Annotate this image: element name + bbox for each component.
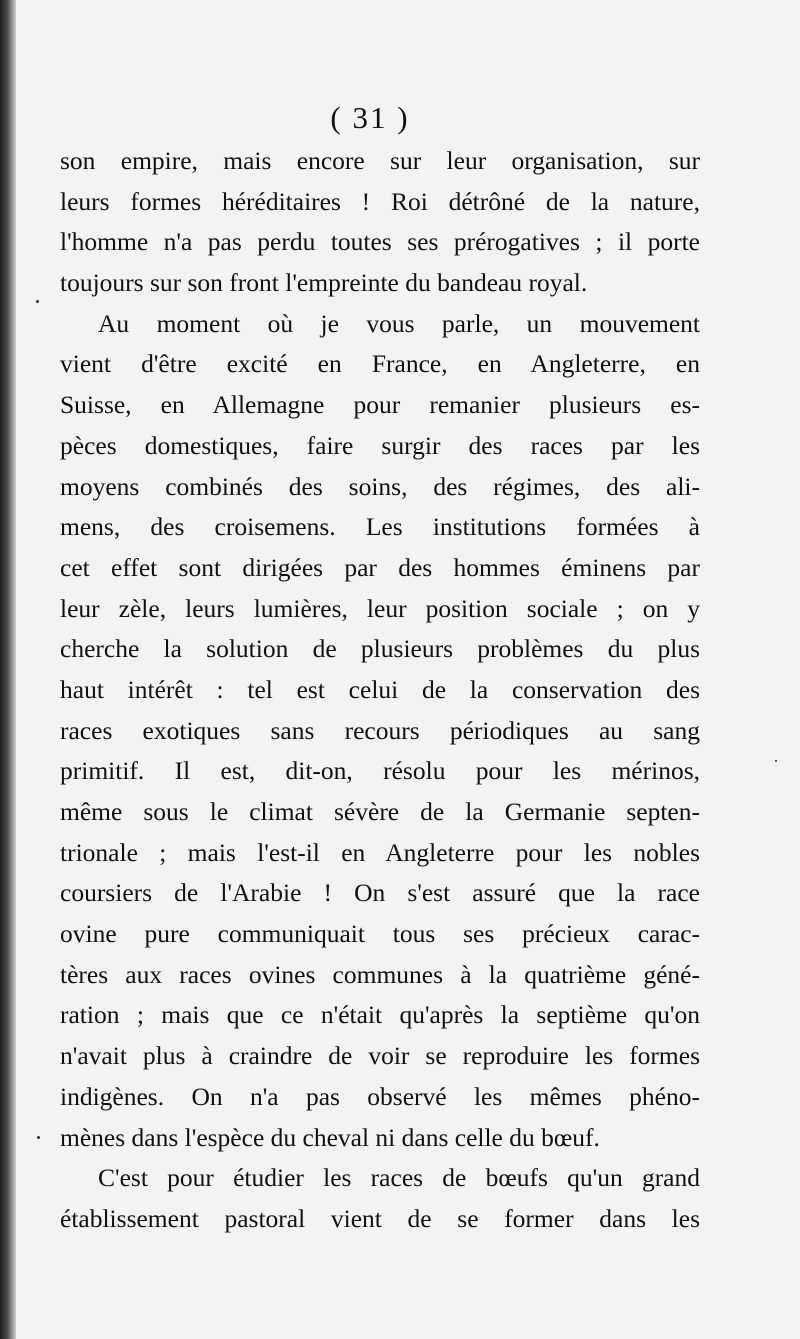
text-line: leur zèle, leurs lumières, leur position sociale ; on y (60, 593, 700, 623)
text-line: son empire, mais encore sur leur organisation, sur (60, 146, 700, 175)
text-line: cet effet sont dirigées par des hommes éminens par (60, 552, 700, 582)
body-text (60, 141, 700, 1240)
text-line: C'est pour étudier les races de bœufs qu'un grand (98, 1163, 700, 1193)
text-line: toujours sur son front l'empreinte du bandeau royal. (60, 268, 588, 298)
paper-speck (37, 1136, 40, 1139)
text-line: tères aux races ovines communes à la quatrième géné- (60, 959, 700, 989)
text-line: établissement pastoral vient de se former dans les (60, 1203, 700, 1233)
text-line: haut intérêt : tel est celui de la conservation des (60, 674, 700, 704)
text-line: ration ; mais que ce n'était qu'après la septième qu'on (60, 1000, 700, 1030)
page-gutter-shadow (0, 0, 16, 1339)
text-line: n'avait plus à craindre de voir se reproduire les formes (60, 1041, 700, 1071)
text-line: indigènes. On n'a pas observé les mêmes phéno- (60, 1081, 700, 1111)
text-line: Au moment où je vous parle, un mouvement (98, 308, 700, 338)
page-number: ( 31 ) (330, 100, 410, 135)
text-line: trionale ; mais l'est-il en Angleterre pour les nobles (60, 837, 700, 867)
text-line: pèces domestiques, faire surgir des races par les (60, 430, 700, 460)
text-line: mènes dans l'espèce du cheval ni dans celle du bœuf. (60, 1122, 600, 1152)
text-line: ovine pure communiquait tous ses précieux carac- (60, 919, 700, 949)
text-line: l'homme n'a pas perdu toutes ses prérogatives ; il porte (60, 227, 700, 257)
text-line: leurs formes héréditaires ! Roi détrôné de la nature, (60, 186, 700, 216)
text-line: primitif. Il est, dit-on, résolu pour les mérinos, (60, 756, 700, 786)
paper-speck (36, 300, 39, 303)
text-line: cherche la solution de plusieurs problèmes du plus (60, 634, 700, 664)
paper-speck (775, 760, 777, 762)
text-line: mens, des croisemens. Les institutions formées à (60, 512, 700, 542)
text-line: vient d'être excité en France, en Angleterre, en (60, 349, 700, 379)
text-line: coursiers de l'Arabie ! On s'est assuré que la race (60, 878, 700, 908)
text-line: Suisse, en Allemagne pour remanier plusieurs es- (60, 390, 700, 420)
text-line: moyens combinés des soins, des régimes, des ali- (60, 471, 700, 501)
text-line: races exotiques sans recours périodiques au sang (60, 715, 700, 745)
text-line: même sous le climat sévère de la Germanie septen- (60, 797, 700, 826)
